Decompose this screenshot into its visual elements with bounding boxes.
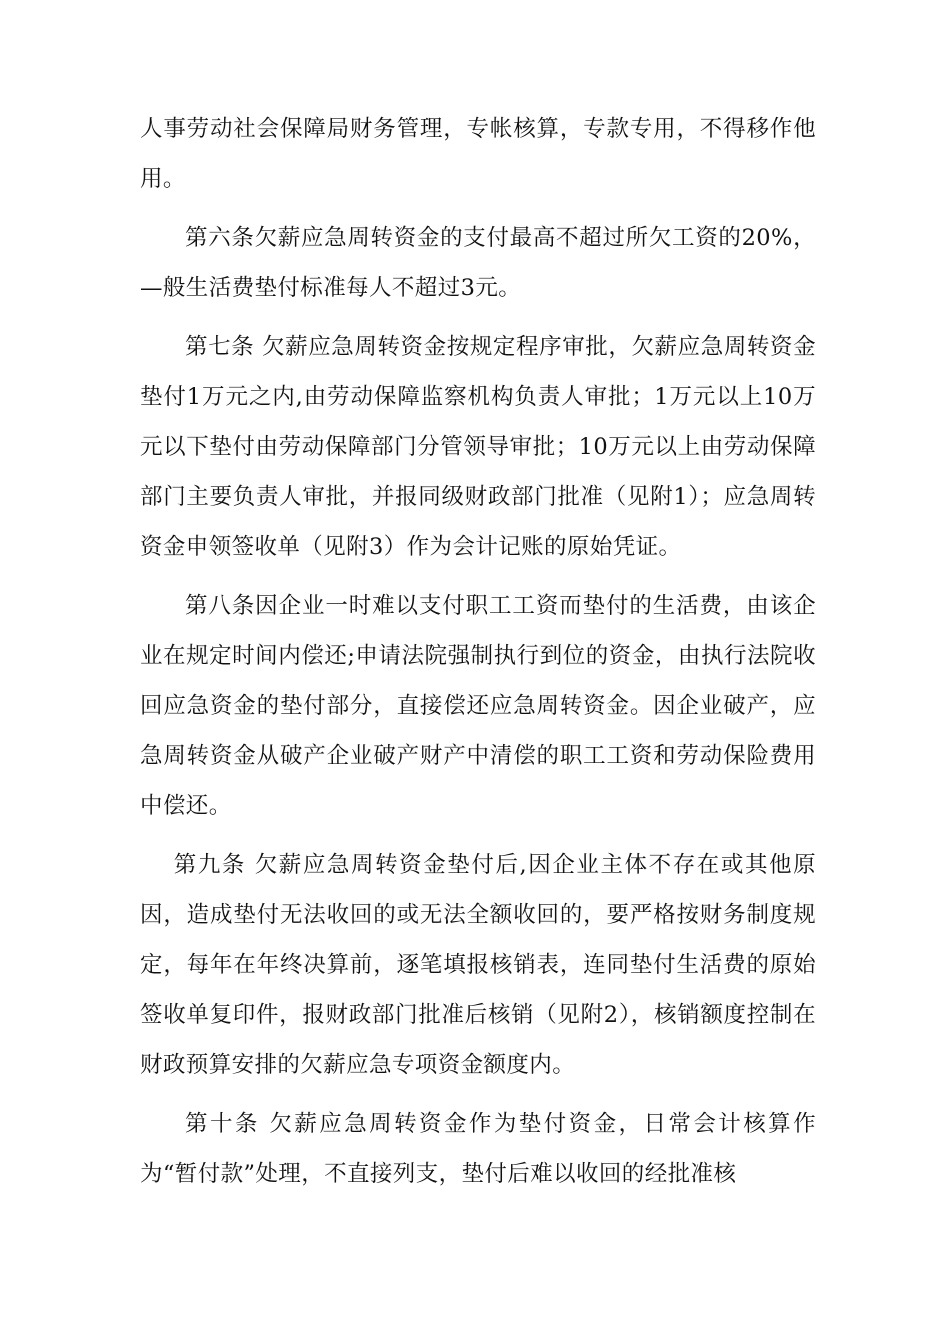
paragraph-article-10: 第十条 欠薪应急周转资金作为垫付资金，日常会计核算作为“暂付款”处理，不直接列支，垫付后难以收回的经批准核	[140, 1111, 816, 1187]
paragraph-article-9: 第九条 欠薪应急周转资金垫付后,因企业主体不存在或其他原因，造成垫付无法收回的或无法全额收回的，要严格按财务制度规定，每年在年终决算前，逐笔填报核销表，连同垫付生活费的原始签收单复印件，报财政部门批准后核销（见附2），核销额度控制在财政预算安排的欠薪应急专项资金额度内。	[140, 852, 816, 1078]
paragraph-article-6: 第六条欠薪应急周转资金的支付最高不超过所欠工资的20%，—般生活费垫付标准每人不超过3元。	[140, 225, 816, 301]
paragraph-continuation: 人事劳动社会保障局财务管理，专帐核算，专款专用，不得移作他用。	[140, 116, 816, 192]
paragraph-article-8: 第八条因企业一时难以支付职工工资而垫付的生活费，由该企业在规定时间内偿还;申请法院强制执行到位的资金，由执行法院收回应急资金的垫付部分，直接偿还应急周转资金。因企业破产，应急周转资金从破产企业破产财产中清偿的职工工资和劳动保险费用中偿还。	[140, 593, 816, 819]
paragraph-article-7: 第七条 欠薪应急周转资金按规定程序审批，欠薪应急周转资金垫付1万元之内,由劳动保障监察机构负责人审批；1万元以上10万元以下垫付由劳动保障部门分管领导审批；10万元以上由劳动保障部门主要负责人审批，并报同级财政部门批准（见附1）；应急周转资金申领签收单（见附3）作为会计记账的原始凭证。	[140, 334, 816, 560]
document-body	[140, 104, 816, 1199]
